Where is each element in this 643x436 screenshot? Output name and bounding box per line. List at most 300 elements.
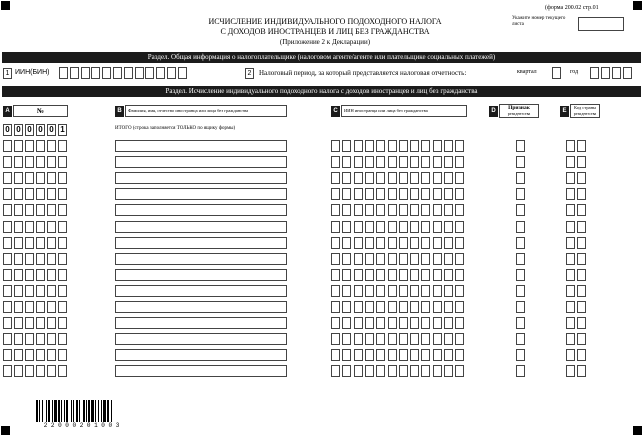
iin-foreigner-cell[interactable] <box>376 140 385 152</box>
row-number-cell[interactable] <box>3 140 12 152</box>
country-code-cell[interactable] <box>577 188 586 200</box>
iin-foreigner-cell[interactable] <box>433 365 442 377</box>
country-code-cell[interactable] <box>577 156 586 168</box>
row-number-cell[interactable] <box>47 349 56 361</box>
row-number-cell[interactable] <box>25 285 34 297</box>
row-number-cell[interactable] <box>47 156 56 168</box>
country-code-cell[interactable] <box>566 156 575 168</box>
row-number-cell[interactable] <box>14 349 23 361</box>
year-input-2[interactable] <box>601 67 610 79</box>
row-number-cell[interactable] <box>25 333 34 345</box>
iin-foreigner-cell[interactable] <box>433 269 442 281</box>
residency-flag-cell[interactable] <box>516 269 525 281</box>
iin-input-cell[interactable] <box>113 67 122 79</box>
name-input[interactable] <box>115 156 287 168</box>
iin-foreigner-cell[interactable] <box>365 333 374 345</box>
iin-foreigner-cell[interactable] <box>376 317 385 329</box>
iin-foreigner-cell[interactable] <box>365 269 374 281</box>
iin-foreigner-cell[interactable] <box>399 365 408 377</box>
iin-input-cell[interactable] <box>145 67 154 79</box>
iin-foreigner-cell[interactable] <box>433 172 442 184</box>
iin-foreigner-cell[interactable] <box>433 317 442 329</box>
iin-foreigner-cell[interactable] <box>444 172 453 184</box>
residency-flag-cell[interactable] <box>516 365 525 377</box>
iin-foreigner-cell[interactable] <box>410 140 419 152</box>
iin-foreigner-cell[interactable] <box>421 333 430 345</box>
iin-foreigner-cell[interactable] <box>365 285 374 297</box>
country-code-cell[interactable] <box>566 140 575 152</box>
iin-foreigner-cell[interactable] <box>410 285 419 297</box>
iin-foreigner-cell[interactable] <box>342 317 351 329</box>
iin-foreigner-cell[interactable] <box>433 333 442 345</box>
row-number-cell[interactable] <box>3 365 12 377</box>
iin-foreigner-cell[interactable] <box>342 301 351 313</box>
row-number-cell[interactable] <box>58 285 67 297</box>
iin-foreigner-cell[interactable] <box>331 301 340 313</box>
row-number-cell[interactable] <box>47 269 56 281</box>
row-number-cell[interactable] <box>25 349 34 361</box>
iin-foreigner-cell[interactable] <box>388 204 397 216</box>
row-number-cell[interactable] <box>25 269 34 281</box>
iin-foreigner-cell[interactable] <box>421 269 430 281</box>
row-number-cell[interactable] <box>36 253 45 265</box>
iin-foreigner-cell[interactable] <box>354 317 363 329</box>
iin-input-cell[interactable] <box>167 67 176 79</box>
country-code-cell[interactable] <box>577 140 586 152</box>
iin-foreigner-cell[interactable] <box>388 317 397 329</box>
iin-foreigner-cell[interactable] <box>376 221 385 233</box>
row-number-cell[interactable] <box>14 333 23 345</box>
iin-foreigner-cell[interactable] <box>444 156 453 168</box>
iin-foreigner-cell[interactable] <box>342 221 351 233</box>
row-number-cell[interactable] <box>36 301 45 313</box>
row-number-cell[interactable] <box>25 253 34 265</box>
row-number-cell[interactable] <box>25 156 34 168</box>
iin-foreigner-cell[interactable] <box>444 285 453 297</box>
iin-foreigner-cell[interactable] <box>365 317 374 329</box>
iin-foreigner-cell[interactable] <box>331 221 340 233</box>
iin-foreigner-cell[interactable] <box>444 301 453 313</box>
iin-foreigner-cell[interactable] <box>421 156 430 168</box>
iin-foreigner-cell[interactable] <box>410 317 419 329</box>
iin-foreigner-cell[interactable] <box>433 285 442 297</box>
iin-foreigner-cell[interactable] <box>433 221 442 233</box>
row-number-cell[interactable] <box>36 188 45 200</box>
country-code-cell[interactable] <box>566 301 575 313</box>
residency-flag-cell[interactable] <box>516 156 525 168</box>
iin-foreigner-cell[interactable] <box>365 156 374 168</box>
iin-foreigner-cell[interactable] <box>342 172 351 184</box>
residency-flag-cell[interactable] <box>516 221 525 233</box>
iin-input-cell[interactable] <box>124 67 133 79</box>
iin-foreigner-cell[interactable] <box>433 156 442 168</box>
name-input[interactable] <box>115 317 287 329</box>
name-input[interactable] <box>115 221 287 233</box>
iin-foreigner-cell[interactable] <box>444 204 453 216</box>
name-input[interactable] <box>115 349 287 361</box>
country-code-cell[interactable] <box>566 365 575 377</box>
quarter-input[interactable] <box>552 67 561 79</box>
country-code-cell[interactable] <box>566 253 575 265</box>
iin-foreigner-cell[interactable] <box>433 253 442 265</box>
iin-foreigner-cell[interactable] <box>388 188 397 200</box>
country-code-cell[interactable] <box>566 204 575 216</box>
row-number-cell[interactable] <box>36 333 45 345</box>
country-code-cell[interactable] <box>577 269 586 281</box>
iin-foreigner-cell[interactable] <box>376 172 385 184</box>
row-number-cell[interactable] <box>3 204 12 216</box>
iin-foreigner-cell[interactable] <box>376 188 385 200</box>
iin-foreigner-cell[interactable] <box>421 188 430 200</box>
iin-foreigner-cell[interactable] <box>376 156 385 168</box>
iin-foreigner-cell[interactable] <box>444 253 453 265</box>
iin-foreigner-cell[interactable] <box>444 221 453 233</box>
residency-flag-cell[interactable] <box>516 172 525 184</box>
residency-flag-cell[interactable] <box>516 349 525 361</box>
row-number-cell[interactable] <box>47 140 56 152</box>
iin-foreigner-cell[interactable] <box>455 221 464 233</box>
row-number-cell[interactable] <box>3 269 12 281</box>
iin-foreigner-cell[interactable] <box>433 349 442 361</box>
row-number-cell[interactable] <box>58 156 67 168</box>
iin-foreigner-cell[interactable] <box>444 333 453 345</box>
iin-foreigner-cell[interactable] <box>410 253 419 265</box>
iin-foreigner-cell[interactable] <box>455 156 464 168</box>
iin-foreigner-cell[interactable] <box>365 349 374 361</box>
row-number-cell[interactable] <box>58 253 67 265</box>
country-code-cell[interactable] <box>566 237 575 249</box>
iin-foreigner-cell[interactable] <box>376 301 385 313</box>
name-input[interactable] <box>115 140 287 152</box>
iin-foreigner-cell[interactable] <box>342 140 351 152</box>
iin-foreigner-cell[interactable] <box>342 333 351 345</box>
row-number-cell[interactable] <box>58 188 67 200</box>
row-number-cell[interactable] <box>47 204 56 216</box>
name-input[interactable] <box>115 204 287 216</box>
iin-foreigner-cell[interactable] <box>399 333 408 345</box>
row-number-cell[interactable] <box>3 349 12 361</box>
iin-foreigner-cell[interactable] <box>433 237 442 249</box>
iin-foreigner-cell[interactable] <box>399 253 408 265</box>
iin-foreigner-cell[interactable] <box>342 156 351 168</box>
row-number-cell[interactable] <box>3 188 12 200</box>
residency-flag-cell[interactable] <box>516 317 525 329</box>
row-number-cell[interactable] <box>25 204 34 216</box>
iin-foreigner-cell[interactable] <box>331 317 340 329</box>
iin-foreigner-cell[interactable] <box>342 204 351 216</box>
year-input-1[interactable] <box>590 67 599 79</box>
row-number-cell[interactable] <box>14 317 23 329</box>
iin-foreigner-cell[interactable] <box>433 301 442 313</box>
row-number-cell[interactable] <box>3 156 12 168</box>
iin-foreigner-cell[interactable] <box>388 333 397 345</box>
iin-foreigner-cell[interactable] <box>421 301 430 313</box>
residency-flag-cell[interactable] <box>516 188 525 200</box>
iin-foreigner-cell[interactable] <box>410 204 419 216</box>
iin-foreigner-cell[interactable] <box>342 237 351 249</box>
country-code-cell[interactable] <box>566 285 575 297</box>
row-number-cell[interactable] <box>3 317 12 329</box>
country-code-cell[interactable] <box>566 172 575 184</box>
iin-foreigner-cell[interactable] <box>410 301 419 313</box>
iin-foreigner-cell[interactable] <box>331 188 340 200</box>
row-number-cell[interactable] <box>25 140 34 152</box>
residency-flag-cell[interactable] <box>516 253 525 265</box>
country-code-cell[interactable] <box>577 301 586 313</box>
iin-foreigner-cell[interactable] <box>342 365 351 377</box>
row-number-cell[interactable] <box>36 172 45 184</box>
iin-foreigner-cell[interactable] <box>388 269 397 281</box>
country-code-cell[interactable] <box>577 172 586 184</box>
row-number-cell[interactable] <box>3 285 12 297</box>
row-number-cell[interactable] <box>25 365 34 377</box>
row-number-cell[interactable] <box>25 188 34 200</box>
iin-foreigner-cell[interactable] <box>365 188 374 200</box>
iin-foreigner-cell[interactable] <box>388 301 397 313</box>
name-input[interactable] <box>115 333 287 345</box>
row-number-cell[interactable] <box>36 156 45 168</box>
row-number-cell[interactable] <box>36 204 45 216</box>
iin-foreigner-cell[interactable] <box>421 285 430 297</box>
row-number-cell[interactable] <box>58 221 67 233</box>
iin-foreigner-cell[interactable] <box>399 301 408 313</box>
row-number-cell[interactable] <box>47 285 56 297</box>
row-number-cell[interactable] <box>47 253 56 265</box>
iin-input-cell[interactable] <box>102 67 111 79</box>
name-input[interactable] <box>115 172 287 184</box>
iin-foreigner-cell[interactable] <box>376 237 385 249</box>
iin-foreigner-cell[interactable] <box>388 365 397 377</box>
row-number-cell[interactable] <box>25 172 34 184</box>
row-number-cell[interactable] <box>58 172 67 184</box>
iin-foreigner-cell[interactable] <box>365 172 374 184</box>
iin-foreigner-cell[interactable] <box>455 269 464 281</box>
row-number-cell[interactable] <box>58 317 67 329</box>
iin-foreigner-cell[interactable] <box>399 172 408 184</box>
row-number-cell[interactable] <box>14 221 23 233</box>
row-number-cell[interactable] <box>36 221 45 233</box>
name-input[interactable] <box>115 301 287 313</box>
iin-foreigner-cell[interactable] <box>354 140 363 152</box>
row-number-cell[interactable] <box>47 333 56 345</box>
iin-foreigner-cell[interactable] <box>354 365 363 377</box>
row-number-cell[interactable] <box>58 204 67 216</box>
iin-foreigner-cell[interactable] <box>376 269 385 281</box>
iin-foreigner-cell[interactable] <box>342 269 351 281</box>
name-input[interactable] <box>115 285 287 297</box>
iin-foreigner-cell[interactable] <box>388 156 397 168</box>
iin-foreigner-cell[interactable] <box>354 333 363 345</box>
row-number-cell[interactable] <box>36 237 45 249</box>
country-code-cell[interactable] <box>577 285 586 297</box>
residency-flag-cell[interactable] <box>516 140 525 152</box>
iin-foreigner-cell[interactable] <box>365 253 374 265</box>
iin-foreigner-cell[interactable] <box>331 156 340 168</box>
row-number-cell[interactable] <box>14 365 23 377</box>
iin-foreigner-cell[interactable] <box>444 188 453 200</box>
row-number-cell[interactable] <box>3 221 12 233</box>
iin-foreigner-cell[interactable] <box>388 172 397 184</box>
iin-foreigner-cell[interactable] <box>421 237 430 249</box>
iin-foreigner-cell[interactable] <box>410 365 419 377</box>
iin-foreigner-cell[interactable] <box>388 285 397 297</box>
row-number-cell[interactable] <box>36 317 45 329</box>
row-number-cell[interactable] <box>47 172 56 184</box>
iin-foreigner-cell[interactable] <box>388 253 397 265</box>
iin-foreigner-cell[interactable] <box>455 140 464 152</box>
row-number-cell[interactable] <box>58 365 67 377</box>
iin-foreigner-cell[interactable] <box>376 365 385 377</box>
iin-foreigner-cell[interactable] <box>455 333 464 345</box>
iin-foreigner-cell[interactable] <box>354 156 363 168</box>
row-number-cell[interactable] <box>58 237 67 249</box>
iin-foreigner-cell[interactable] <box>455 237 464 249</box>
iin-foreigner-cell[interactable] <box>455 204 464 216</box>
row-number-cell[interactable] <box>3 237 12 249</box>
iin-foreigner-cell[interactable] <box>354 188 363 200</box>
iin-foreigner-cell[interactable] <box>410 188 419 200</box>
iin-foreigner-cell[interactable] <box>410 172 419 184</box>
iin-foreigner-cell[interactable] <box>388 237 397 249</box>
iin-foreigner-cell[interactable] <box>433 204 442 216</box>
iin-foreigner-cell[interactable] <box>376 204 385 216</box>
iin-foreigner-cell[interactable] <box>444 365 453 377</box>
row-number-cell[interactable] <box>58 333 67 345</box>
iin-foreigner-cell[interactable] <box>433 140 442 152</box>
iin-foreigner-cell[interactable] <box>342 285 351 297</box>
iin-foreigner-cell[interactable] <box>444 269 453 281</box>
iin-foreigner-cell[interactable] <box>455 365 464 377</box>
country-code-cell[interactable] <box>566 333 575 345</box>
iin-foreigner-cell[interactable] <box>455 285 464 297</box>
row-number-cell[interactable] <box>47 221 56 233</box>
row-number-cell[interactable] <box>58 140 67 152</box>
country-code-cell[interactable] <box>566 188 575 200</box>
iin-foreigner-cell[interactable] <box>331 285 340 297</box>
year-input-3[interactable] <box>612 67 621 79</box>
iin-foreigner-cell[interactable] <box>410 333 419 345</box>
row-number-cell[interactable] <box>14 269 23 281</box>
iin-foreigner-cell[interactable] <box>331 140 340 152</box>
name-input[interactable] <box>115 253 287 265</box>
row-number-cell[interactable] <box>25 221 34 233</box>
iin-foreigner-cell[interactable] <box>410 237 419 249</box>
iin-foreigner-cell[interactable] <box>342 188 351 200</box>
name-input[interactable] <box>115 188 287 200</box>
iin-foreigner-cell[interactable] <box>455 172 464 184</box>
iin-foreigner-cell[interactable] <box>421 140 430 152</box>
residency-flag-cell[interactable] <box>516 285 525 297</box>
iin-foreigner-cell[interactable] <box>455 188 464 200</box>
row-number-cell[interactable] <box>14 237 23 249</box>
iin-foreigner-cell[interactable] <box>421 317 430 329</box>
iin-foreigner-cell[interactable] <box>455 301 464 313</box>
row-number-cell[interactable] <box>3 301 12 313</box>
country-code-cell[interactable] <box>577 253 586 265</box>
iin-foreigner-cell[interactable] <box>331 349 340 361</box>
iin-foreigner-cell[interactable] <box>331 365 340 377</box>
iin-foreigner-cell[interactable] <box>331 333 340 345</box>
row-number-cell[interactable] <box>58 269 67 281</box>
row-number-cell[interactable] <box>14 188 23 200</box>
row-number-cell[interactable] <box>36 285 45 297</box>
iin-foreigner-cell[interactable] <box>399 269 408 281</box>
row-number-cell[interactable] <box>14 285 23 297</box>
row-number-cell[interactable] <box>3 333 12 345</box>
country-code-cell[interactable] <box>577 333 586 345</box>
row-number-cell[interactable] <box>36 349 45 361</box>
iin-foreigner-cell[interactable] <box>376 333 385 345</box>
country-code-cell[interactable] <box>577 237 586 249</box>
row-number-cell[interactable] <box>25 301 34 313</box>
name-input[interactable] <box>115 365 287 377</box>
iin-foreigner-cell[interactable] <box>376 253 385 265</box>
iin-foreigner-cell[interactable] <box>433 188 442 200</box>
row-number-cell[interactable] <box>36 365 45 377</box>
iin-foreigner-cell[interactable] <box>388 221 397 233</box>
row-number-cell[interactable] <box>3 172 12 184</box>
row-number-cell[interactable] <box>14 204 23 216</box>
residency-flag-cell[interactable] <box>516 333 525 345</box>
iin-input-cell[interactable] <box>91 67 100 79</box>
iin-foreigner-cell[interactable] <box>399 285 408 297</box>
iin-foreigner-cell[interactable] <box>399 204 408 216</box>
iin-foreigner-cell[interactable] <box>354 221 363 233</box>
iin-foreigner-cell[interactable] <box>354 204 363 216</box>
iin-foreigner-cell[interactable] <box>342 349 351 361</box>
row-number-cell[interactable] <box>58 349 67 361</box>
row-number-cell[interactable] <box>58 301 67 313</box>
row-number-cell[interactable] <box>47 237 56 249</box>
iin-foreigner-cell[interactable] <box>365 365 374 377</box>
iin-foreigner-cell[interactable] <box>354 285 363 297</box>
year-input-4[interactable] <box>623 67 632 79</box>
iin-foreigner-cell[interactable] <box>354 253 363 265</box>
iin-foreigner-cell[interactable] <box>421 204 430 216</box>
row-number-cell[interactable] <box>14 140 23 152</box>
iin-foreigner-cell[interactable] <box>365 301 374 313</box>
iin-foreigner-cell[interactable] <box>365 140 374 152</box>
iin-foreigner-cell[interactable] <box>354 237 363 249</box>
iin-foreigner-cell[interactable] <box>399 156 408 168</box>
page-number-input[interactable] <box>578 17 624 31</box>
iin-foreigner-cell[interactable] <box>365 204 374 216</box>
row-number-cell[interactable] <box>3 253 12 265</box>
country-code-cell[interactable] <box>577 349 586 361</box>
iin-foreigner-cell[interactable] <box>444 237 453 249</box>
iin-foreigner-cell[interactable] <box>331 237 340 249</box>
country-code-cell[interactable] <box>566 349 575 361</box>
iin-foreigner-cell[interactable] <box>444 317 453 329</box>
iin-foreigner-cell[interactable] <box>444 140 453 152</box>
iin-foreigner-cell[interactable] <box>399 221 408 233</box>
iin-foreigner-cell[interactable] <box>365 237 374 249</box>
row-number-cell[interactable] <box>25 237 34 249</box>
iin-foreigner-cell[interactable] <box>421 365 430 377</box>
iin-foreigner-cell[interactable] <box>399 317 408 329</box>
country-code-cell[interactable] <box>566 269 575 281</box>
name-input[interactable] <box>115 269 287 281</box>
iin-foreigner-cell[interactable] <box>410 221 419 233</box>
row-number-cell[interactable] <box>36 269 45 281</box>
iin-input-cell[interactable] <box>156 67 165 79</box>
iin-input-cell[interactable] <box>135 67 144 79</box>
iin-foreigner-cell[interactable] <box>376 349 385 361</box>
iin-foreigner-cell[interactable] <box>421 253 430 265</box>
iin-input-cell[interactable] <box>178 67 187 79</box>
iin-foreigner-cell[interactable] <box>421 349 430 361</box>
residency-flag-cell[interactable] <box>516 301 525 313</box>
